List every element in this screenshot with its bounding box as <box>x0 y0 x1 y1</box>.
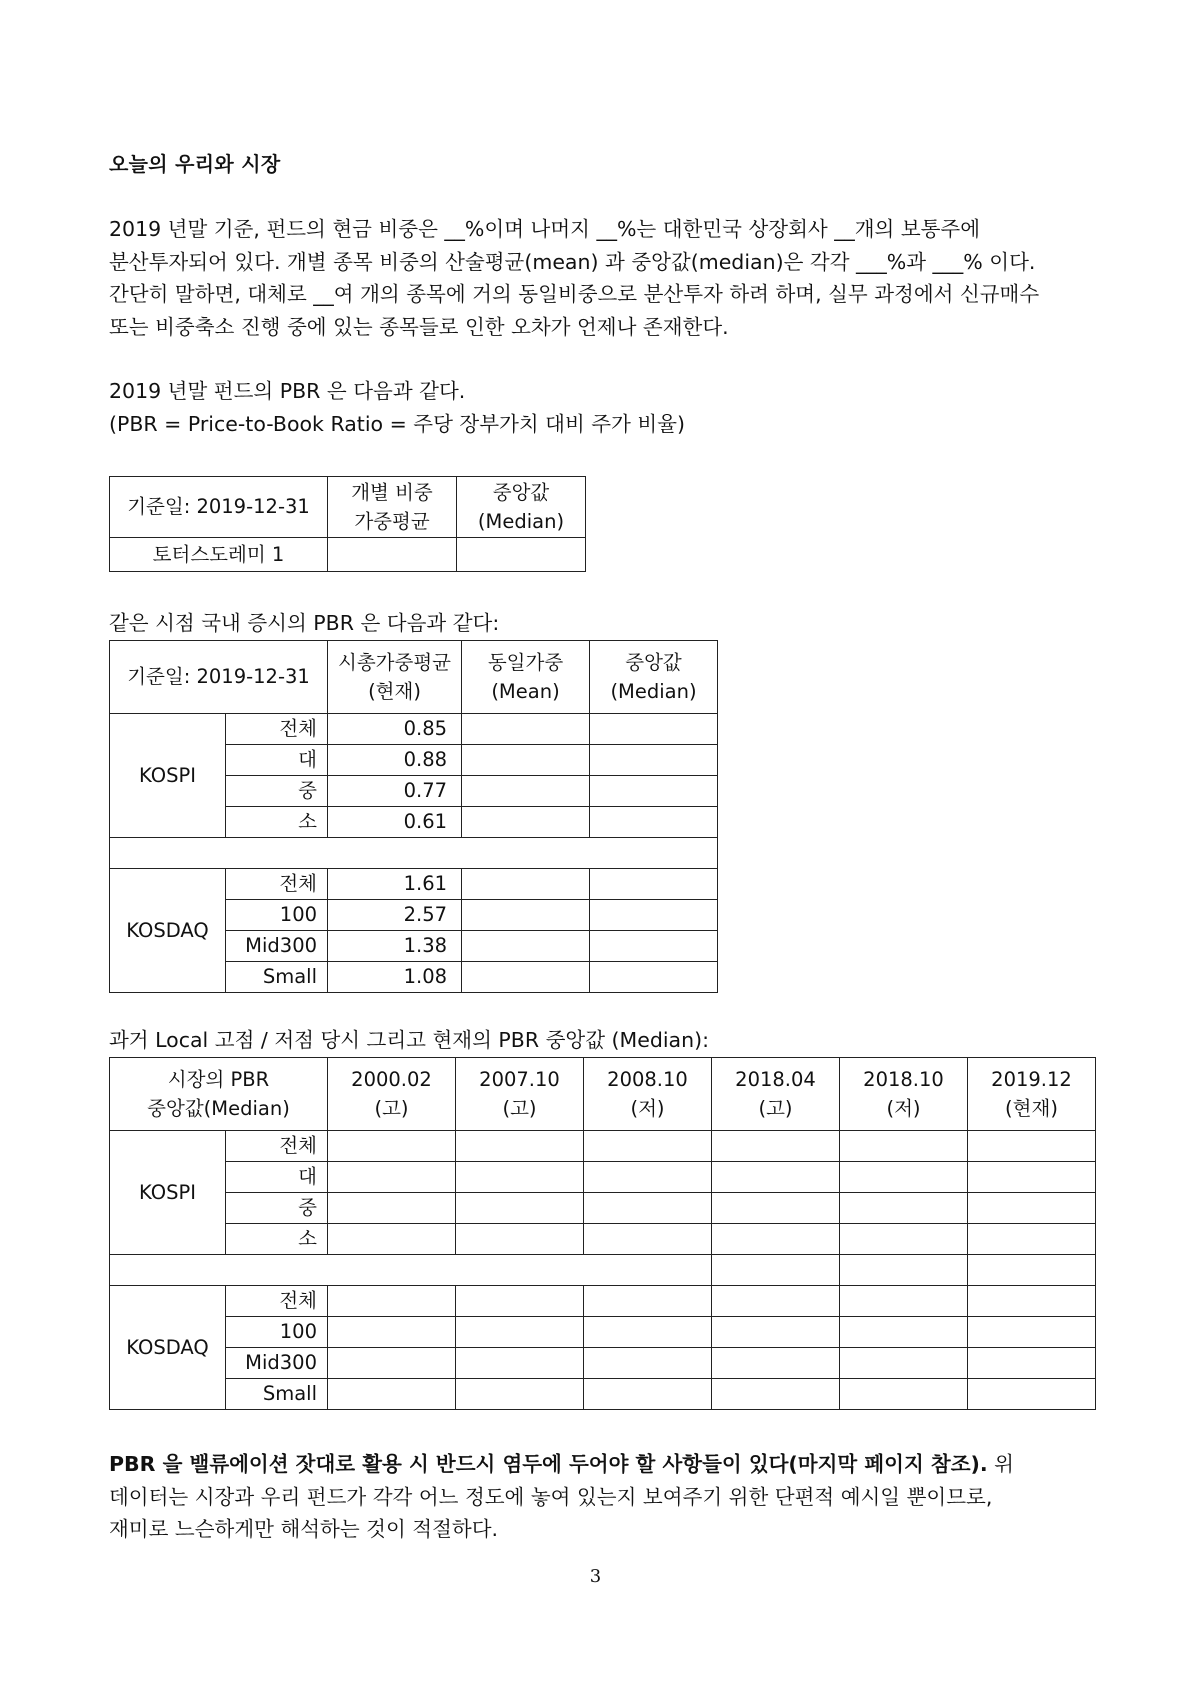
value-cell: 0.85 <box>328 714 462 745</box>
market-label-cell: KOSDAQ <box>110 869 226 993</box>
equal-weighted-header <box>462 641 590 714</box>
header-line: 중앙값 <box>625 651 682 674</box>
value-cell <box>328 1224 456 1255</box>
header-line: 개별 비중 <box>351 481 433 504</box>
spacer-cell <box>110 1255 712 1286</box>
value-cell <box>328 1131 456 1162</box>
kosdaq-body <box>110 1286 1096 1410</box>
fund-pbr-table <box>109 476 586 572</box>
market-label-cell: KOSDAQ <box>110 1286 226 1410</box>
table-row <box>110 1379 1096 1410</box>
period-header <box>712 1058 840 1131</box>
table-row <box>110 1317 1096 1348</box>
value-cell <box>462 807 590 838</box>
historical-pbr-caption: 과거 Local 고점 / 저점 당시 그리고 현재의 PBR 중앙값 (Median): <box>109 1028 709 1052</box>
intro-line: 또는 비중축소 진행 중에 있는 종목들로 인한 오차가 언제나 존재한다. <box>109 314 729 339</box>
value-cell <box>968 1286 1096 1317</box>
value-cell <box>712 1286 840 1317</box>
table-row <box>110 538 586 572</box>
market-label-cell: KOSPI <box>110 714 226 838</box>
value-cell <box>584 1193 712 1224</box>
closing-text: 위 <box>987 1452 1014 1476</box>
value-cell: 1.61 <box>328 869 462 900</box>
table-row <box>110 1193 1096 1224</box>
value-cell <box>328 1162 456 1193</box>
value-cell <box>584 1131 712 1162</box>
period-tag: (현재) <box>1005 1097 1058 1120</box>
value-cell <box>328 538 457 572</box>
intro-line: 간단히 말하면, 대체로 __여 개의 종목에 거의 동일비중으로 분산투자 하려 하며, 실무 과정에서 신규매수 <box>109 282 1040 306</box>
value-cell <box>456 1317 584 1348</box>
value-cell <box>712 1379 840 1410</box>
segment-cell: Small <box>226 1379 328 1410</box>
value-cell <box>584 1224 712 1255</box>
header-line: (현재) <box>368 680 421 703</box>
value-cell <box>590 745 718 776</box>
intro-paragraph <box>109 213 1089 343</box>
value-cell <box>584 1286 712 1317</box>
header-line: 시장의 PBR <box>167 1068 270 1091</box>
value-cell <box>968 1379 1096 1410</box>
value-cell: 1.08 <box>328 962 462 993</box>
value-cell <box>584 1348 712 1379</box>
value-cell <box>462 776 590 807</box>
header-line: (Median) <box>610 680 697 703</box>
intro-line: 분산투자되어 있다. 개별 종목 비중의 산술평균(mean) 과 중앙값(median)은 각각 ___%과 ___% 이다. <box>109 249 1036 274</box>
spacer-cell <box>968 1255 1096 1286</box>
header-line: 시총가중평균 <box>338 651 452 674</box>
closing-line: 재미로 느슨하게만 해석하는 것이 적절하다. <box>109 1517 499 1541</box>
value-cell <box>462 745 590 776</box>
market-pbr-table <box>109 640 718 993</box>
value-cell: 0.61 <box>328 807 462 838</box>
table-header-row <box>110 1058 1096 1131</box>
value-cell <box>328 1348 456 1379</box>
spacer-row <box>110 1255 1096 1286</box>
closing-bold-text: PBR 을 밸류에이션 잣대로 활용 시 반드시 염두에 두어야 할 사항들이 있다(마지막 페이지 참조). <box>109 1452 988 1476</box>
segment-cell: 전체 <box>226 869 328 900</box>
value-cell <box>712 1162 840 1193</box>
period-header <box>968 1058 1096 1131</box>
median-header <box>590 641 718 714</box>
value-cell: 2.57 <box>328 900 462 931</box>
value-cell <box>968 1162 1096 1193</box>
period-header <box>840 1058 968 1131</box>
value-cell <box>584 1317 712 1348</box>
value-cell <box>456 1379 584 1410</box>
value-cell <box>840 1224 968 1255</box>
period-date: 2018.10 <box>863 1068 944 1091</box>
period-header <box>584 1058 712 1131</box>
value-cell <box>462 900 590 931</box>
value-cell: 0.88 <box>328 745 462 776</box>
spacer-cell <box>110 838 718 869</box>
header-line: 동일가중 <box>487 651 564 674</box>
value-cell <box>712 1317 840 1348</box>
date-label-cell: 기준일: 2019-12-31 <box>110 641 328 714</box>
page-number: 3 <box>589 1566 602 1587</box>
value-cell <box>968 1224 1096 1255</box>
intro-line: 2019 년말 기준, 펀드의 현금 비중은 __%이며 나머지 __%는 대한민국 상장회사 __개의 보통주에 <box>109 217 981 241</box>
period-tag: (고) <box>502 1097 537 1120</box>
value-cell <box>968 1131 1096 1162</box>
spacer-cell <box>712 1255 840 1286</box>
header-line: 가중평균 <box>354 510 430 533</box>
value-cell: 0.77 <box>328 776 462 807</box>
header-line: (Mean) <box>491 680 560 703</box>
segment-cell: 대 <box>226 745 328 776</box>
segment-cell: 전체 <box>226 714 328 745</box>
spacer-row <box>110 838 718 869</box>
value-cell <box>590 869 718 900</box>
value-cell <box>457 538 586 572</box>
value-cell <box>968 1193 1096 1224</box>
value-cell <box>840 1379 968 1410</box>
table-row <box>110 1131 1096 1162</box>
period-tag: (고) <box>374 1097 409 1120</box>
period-header <box>456 1058 584 1131</box>
table-row <box>110 1162 1096 1193</box>
fund-pbr-paragraph <box>109 375 1089 440</box>
segment-cell: 대 <box>226 1162 328 1193</box>
value-cell <box>328 1193 456 1224</box>
header-line: 중앙값 <box>492 481 550 504</box>
market-pbr-caption: 같은 시점 국내 증시의 PBR 은 다음과 같다: <box>109 611 500 635</box>
segment-cell: 100 <box>226 1317 328 1348</box>
period-date: 2019.12 <box>991 1068 1072 1091</box>
value-cell <box>590 776 718 807</box>
segment-cell: 중 <box>226 776 328 807</box>
value-cell <box>328 1317 456 1348</box>
value-cell <box>590 900 718 931</box>
closing-line: 데이터는 시장과 우리 펀드가 각각 어느 정도에 놓여 있는지 보여주기 위한 단편적 예시일 뿐이므로, <box>109 1484 993 1509</box>
segment-cell: 전체 <box>226 1131 328 1162</box>
value-cell <box>840 1286 968 1317</box>
value-cell <box>590 807 718 838</box>
segment-cell: 중 <box>226 1193 328 1224</box>
table-row <box>110 1286 1096 1317</box>
table-header-row <box>110 641 718 714</box>
fund-pbr-line: 2019 년말 펀드의 PBR 은 다음과 같다. <box>109 379 466 403</box>
value-cell <box>712 1131 840 1162</box>
value-cell <box>584 1162 712 1193</box>
value-cell <box>462 869 590 900</box>
period-date: 2000.02 <box>351 1068 432 1091</box>
spacer-cell <box>840 1255 968 1286</box>
value-cell <box>712 1193 840 1224</box>
median-header <box>457 477 586 538</box>
period-date: 2007.10 <box>479 1068 560 1091</box>
cap-weighted-header <box>328 641 462 714</box>
fund-name-cell: 토터스도레미 1 <box>110 538 328 572</box>
period-header <box>328 1058 456 1131</box>
value-cell <box>328 1286 456 1317</box>
value-cell <box>840 1348 968 1379</box>
table-row <box>110 1348 1096 1379</box>
value-cell <box>456 1224 584 1255</box>
section-heading: 오늘의 우리와 시장 <box>109 152 281 176</box>
historical-pbr-table <box>109 1057 1096 1410</box>
value-cell <box>840 1317 968 1348</box>
period-tag: (저) <box>886 1097 921 1120</box>
period-tag: (저) <box>630 1097 665 1120</box>
value-cell <box>590 714 718 745</box>
value-cell <box>712 1224 840 1255</box>
value-cell <box>328 1379 456 1410</box>
header-line: (Median) <box>477 510 565 533</box>
segment-cell: Small <box>226 962 328 993</box>
closing-paragraph <box>109 1448 1089 1546</box>
closing-line <box>109 1448 1089 1481</box>
table-header-row <box>110 477 586 538</box>
value-cell <box>590 962 718 993</box>
segment-cell: Mid300 <box>226 1348 328 1379</box>
value-cell <box>456 1286 584 1317</box>
value-cell <box>584 1379 712 1410</box>
value-cell <box>456 1193 584 1224</box>
value-cell <box>462 714 590 745</box>
table-row <box>110 869 718 900</box>
period-date: 2018.04 <box>735 1068 816 1091</box>
segment-cell: 소 <box>226 807 328 838</box>
value-cell: 1.38 <box>328 931 462 962</box>
segment-cell: 소 <box>226 1224 328 1255</box>
header-line: 중앙값(Median) <box>147 1097 290 1120</box>
value-cell <box>456 1162 584 1193</box>
value-cell <box>968 1348 1096 1379</box>
value-cell <box>462 962 590 993</box>
weighted-avg-header <box>328 477 457 538</box>
table-row <box>110 714 718 745</box>
market-label-cell: KOSPI <box>110 1131 226 1255</box>
pbr-definition-line: (PBR = Price-to-Book Ratio = 주당 장부가치 대비 주가 비율) <box>109 411 685 436</box>
table-row <box>110 1224 1096 1255</box>
value-cell <box>590 931 718 962</box>
value-cell <box>840 1162 968 1193</box>
value-cell <box>462 931 590 962</box>
value-cell <box>840 1131 968 1162</box>
value-cell <box>456 1348 584 1379</box>
kospi-body <box>110 1131 1096 1255</box>
value-cell <box>968 1317 1096 1348</box>
segment-cell: Mid300 <box>226 931 328 962</box>
segment-cell: 100 <box>226 900 328 931</box>
segment-cell: 전체 <box>226 1286 328 1317</box>
period-date: 2008.10 <box>607 1068 688 1091</box>
date-label-cell: 기준일: 2019-12-31 <box>110 477 328 538</box>
value-cell <box>712 1348 840 1379</box>
value-cell <box>840 1193 968 1224</box>
value-cell <box>456 1131 584 1162</box>
corner-header <box>110 1058 328 1131</box>
period-tag: (고) <box>758 1097 793 1120</box>
